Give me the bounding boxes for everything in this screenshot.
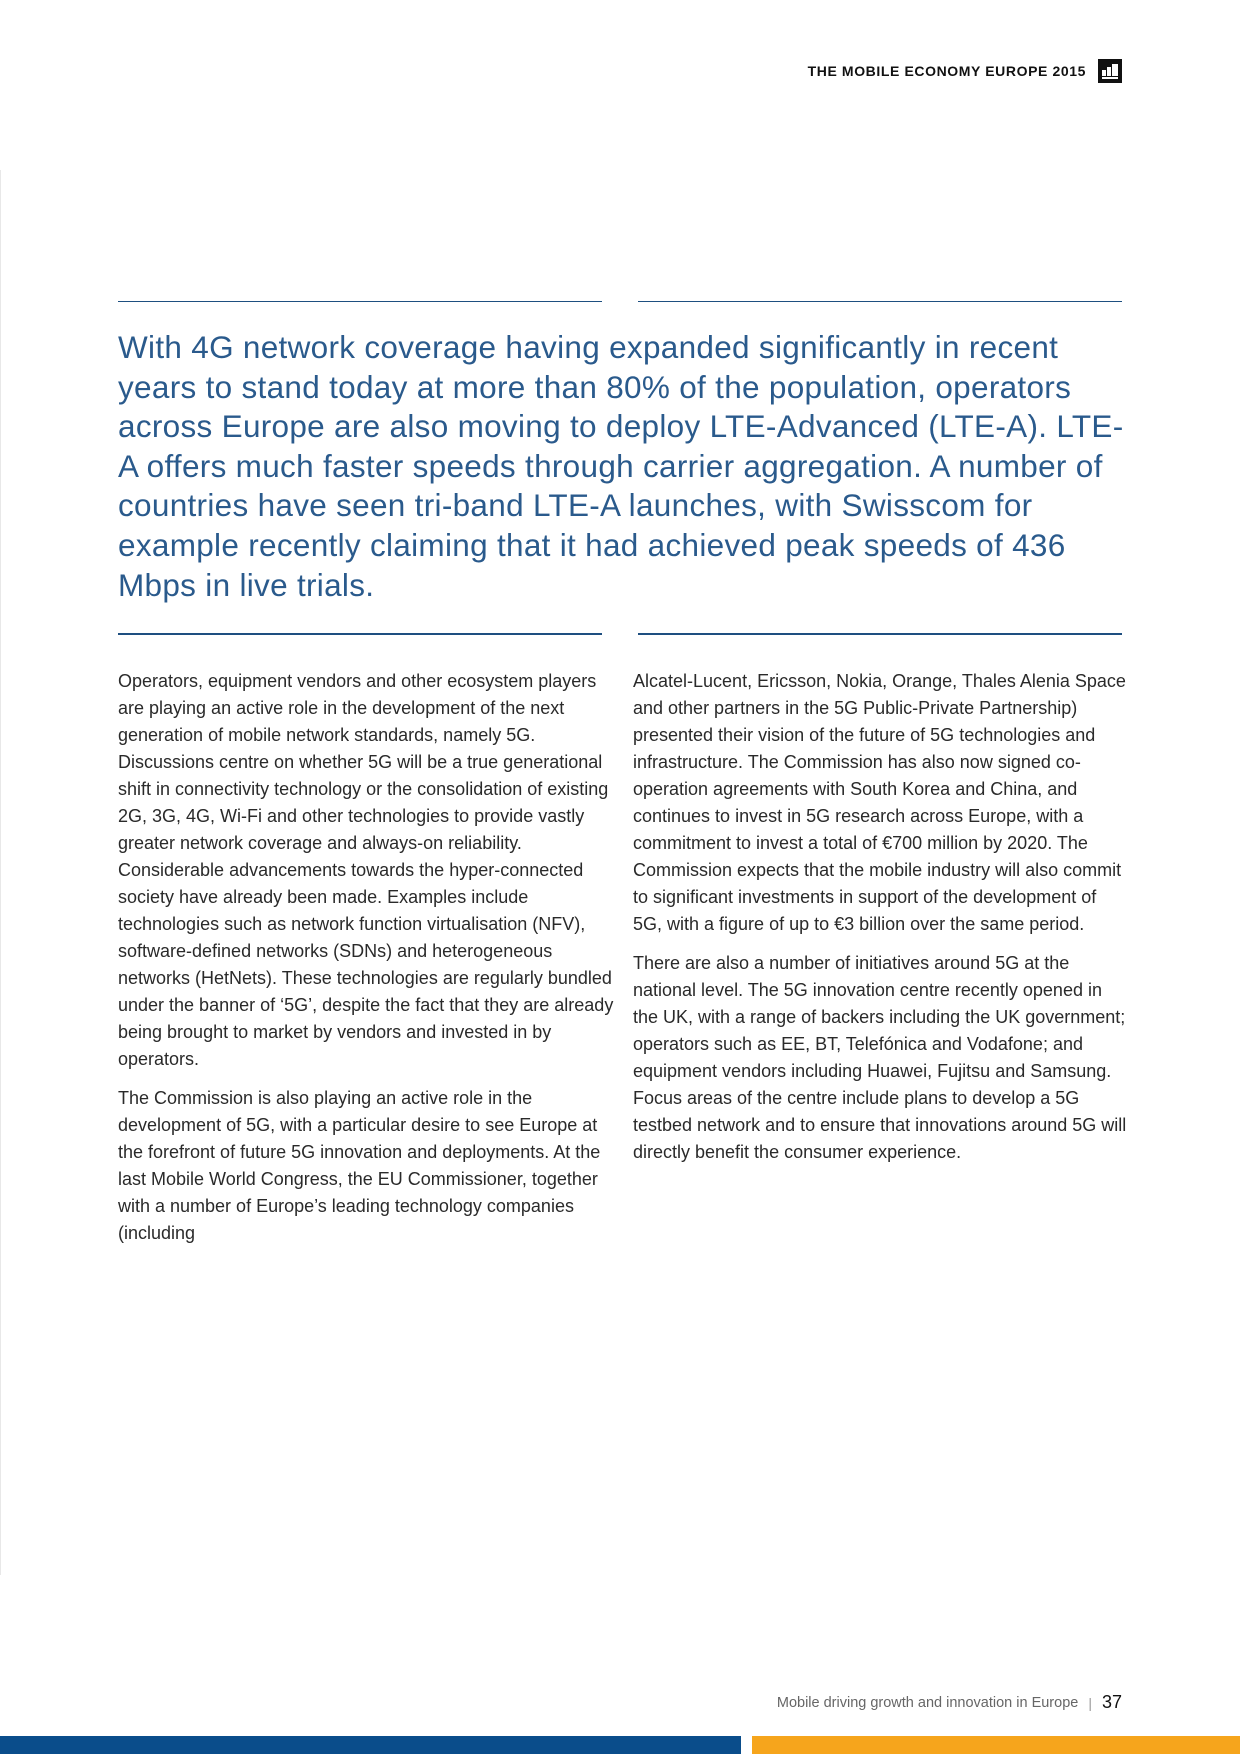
body-column-left <box>118 668 614 1259</box>
body-paragraph: The Commission is also playing an active role in the development of 5G, with a particular desire to see Europe at the forefront of future 5G innovation and deployments. At the last Mobile World Congress, the EU Commissioner, together with a number of Europe’s leading technology companies (including <box>118 1088 601 1243</box>
footer-bar-orange <box>752 1736 1240 1754</box>
gsma-logo-icon <box>1098 59 1122 83</box>
running-header <box>808 59 1122 83</box>
body-paragraph: There are also a number of initiatives around 5G at the national level. The 5G innovation centre recently opened in the UK, with a range of backers including the UK government; operators such as EE, BT, Telefónica and Vodafone; and equipment vendors including Huawei, Fujitsu and Samsung. Focus areas of the centre include plans to develop a 5G testbed network and to ensure that innovations around 5G will directly benefit the consumer experience. <box>633 953 1127 1162</box>
body-paragraph: Alcatel-Lucent, Ericsson, Nokia, Orange, Thales Alenia Space and other partners in the 5G Public-Private Partnership) presented their vision of the future of 5G technologies and infrastructure. The Commission has also now signed co-operation agreements with South Korea and China, and continues to invest in 5G research across Europe, with a commitment to invest a total of €700 million by 2020. The Commission expects that the mobile industry will also commit to significant investments in support of the development of 5G, with a figure of up to €3 billion over the same period. <box>633 671 1126 934</box>
page-edge-line <box>0 170 1 1575</box>
quote-top-rule-left <box>118 301 602 302</box>
quote-top-rule-right <box>638 301 1122 302</box>
publication-title: THE MOBILE ECONOMY EUROPE 2015 <box>807 63 1086 79</box>
footer-caption: Mobile driving growth and innovation in Europe <box>776 1694 1079 1711</box>
body-paragraph: Operators, equipment vendors and other ecosystem players are playing an active role in the development of the next generation of mobile network standards, namely 5G. Discussions centre on whether 5G will be a true generational shift in connectivity technology or the consolidation of existing 2G, 3G, 4G, Wi-Fi and other technologies to provide vastly greater network coverage and always-on reliability. Considerable advancements towards the hyper-connected society have already been made. Examples include technologies such as network function virtualisation (NFV), software-defined networks (SDNs) and heterogeneous networks (HetNets). These technologies are regularly bundled under the banner of ‘5G’, despite the fact that they are already being brought to market by vendors and invested in by operators. <box>118 671 614 1069</box>
footer-bar-blue <box>0 1736 741 1754</box>
quote-bottom-rule-right <box>638 633 1122 635</box>
body-column-right <box>633 668 1129 1178</box>
running-footer <box>777 1692 1122 1713</box>
footer-separator: | <box>1088 1694 1092 1711</box>
page-number: 37 <box>1101 1692 1122 1712</box>
pull-quote: With 4G network coverage having expanded significantly in recent years to stand today at more than 80% of the population, operators across Europe are also moving to deploy LTE-Advanced (LTE-A). LTE-A offers much faster speeds through carrier aggregation. A number of countries have seen tri-band LTE-A launches, with Swisscom for example recently claiming that it had achieved peak speeds of 436 Mbps in live trials. <box>118 329 1124 603</box>
quote-bottom-rule-left <box>118 633 602 635</box>
